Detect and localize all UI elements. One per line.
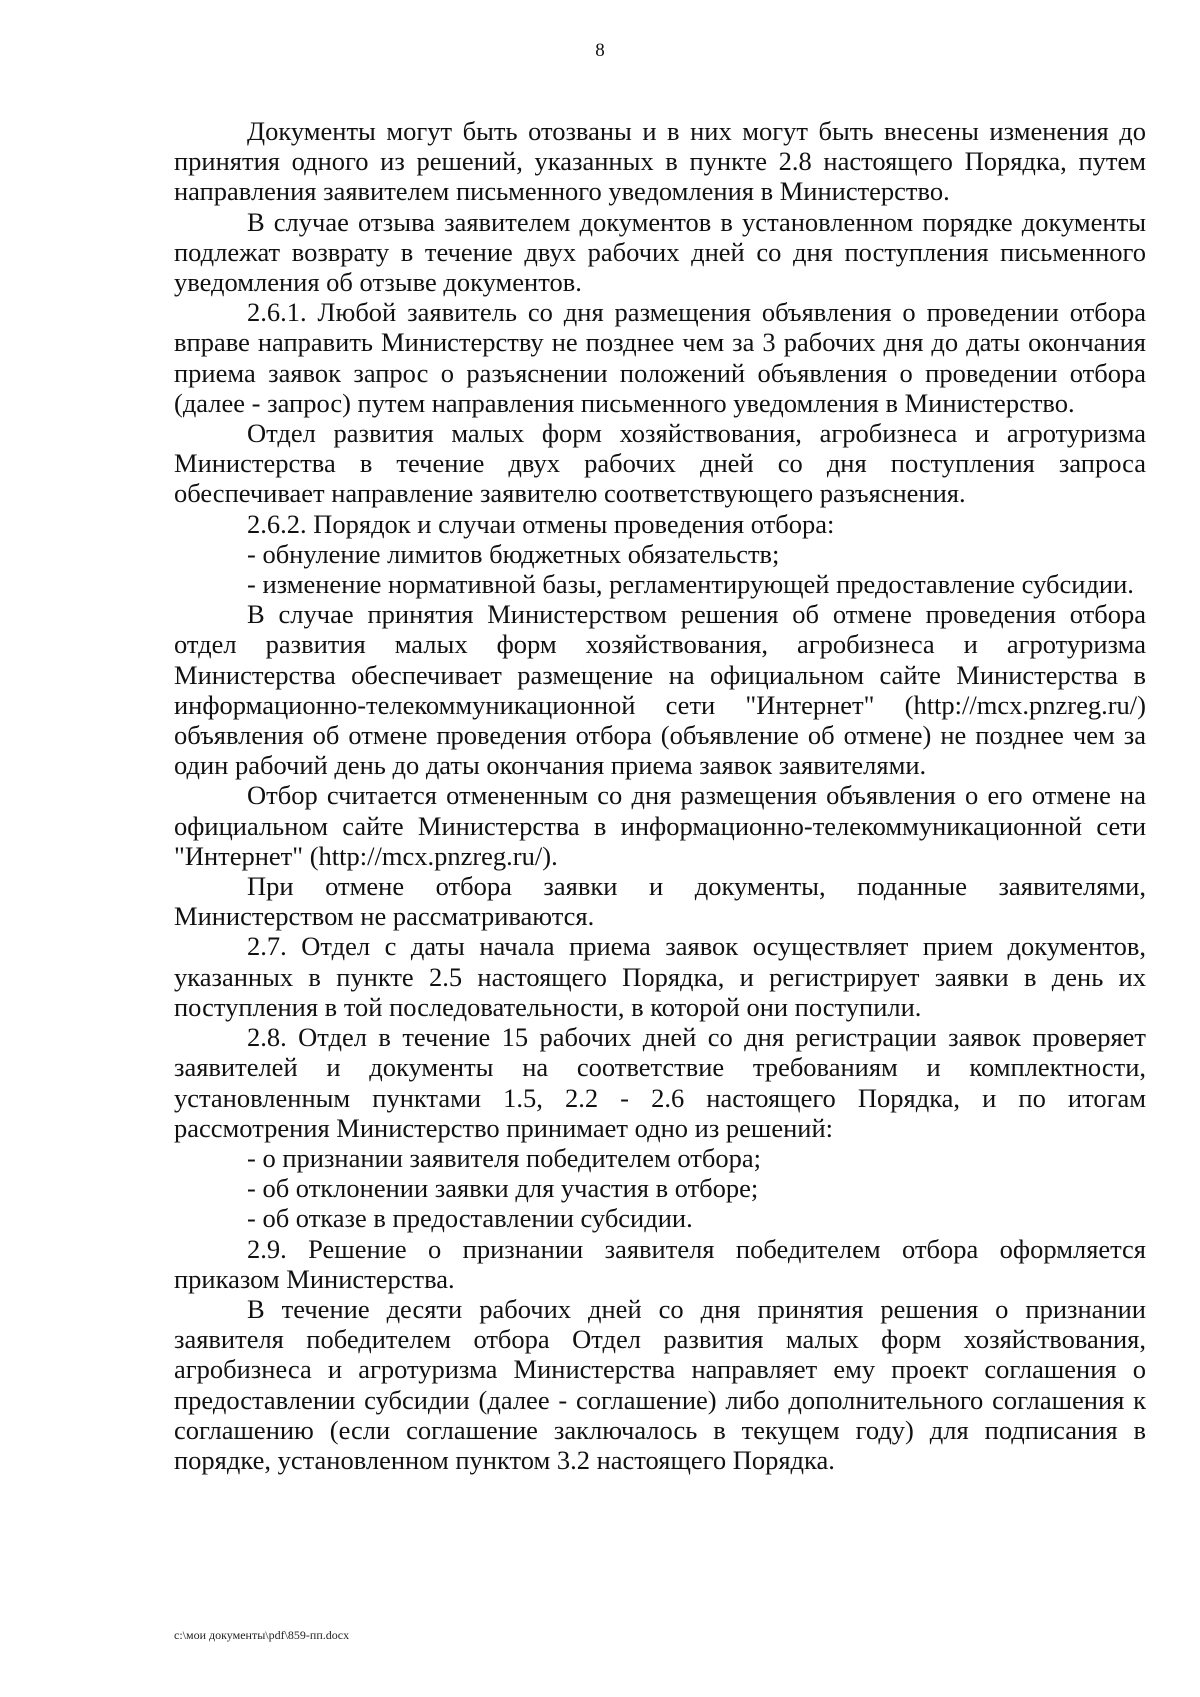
paragraph: 2.8. Отдел в течение 15 рабочих дней со дня регистрации заявок проверяет заявителей и документы на соответствие требованиям и комплектности, установленным пунктами 1.5, 2.2 - 2.6 настоящего Порядка, и по итогам рассмотрения Министерство принимает одно из решений: bbox=[174, 1022, 1146, 1143]
page-number: 8 bbox=[595, 40, 605, 61]
paragraph: В случае принятия Министерством решения об отмене проведения отбора отдел развития малых форм хозяйствования, агробизнеса и агротуризма Министерства обеспечивает размещение на официальном сайте Министерства в информационно-телекоммуникационной сети "Интернет" (http://mcx.pnzreg.ru/) объявления об отмене проведения отбора (объявление об отмене) не позднее чем за один рабочий день до даты окончания приема заявок заявителями. bbox=[174, 599, 1146, 781]
paragraph: Отбор считается отмененным со дня размещения объявления о его отмене на официальном сайте Министерства в информационно-телекоммуникационной сети "Интернет" (http://mcx.pnzreg.ru/). bbox=[174, 780, 1146, 871]
list-item: - об отказе в предоставлении субсидии. bbox=[247, 1203, 693, 1234]
paragraph: В случае отзыва заявителем документов в установленном порядке документы подлежат возврату в течение двух рабочих дней со дня поступления письменного уведомления об отзыве документов. bbox=[174, 206, 1146, 298]
paragraph: 2.9. Решение о признании заявителя победителем отбора оформляется приказом Министерства. bbox=[174, 1233, 1146, 1294]
paragraph: В течение десяти рабочих дней со дня принятия решения о признании заявителя победителем отбора Отдел развития малых форм хозяйствования, агробизнеса и агротуризма Министерства направляет ему проект соглашения о предоставлении субсидии (далее - соглашение) либо дополнительного соглашения к соглашению (если соглашение заключалось в текущем году) для подписания в порядке, установленном пунктом 3.2 настоящего Порядка. bbox=[174, 1293, 1146, 1475]
document-body bbox=[174, 116, 1146, 1475]
list-item: - об отклонении заявки для участия в отборе; bbox=[247, 1173, 759, 1204]
list-item: - изменение нормативной базы, регламентирующей предоставление субсидии. bbox=[247, 569, 1134, 600]
paragraph: 2.6.1. Любой заявитель со дня размещения объявления о проведении отбора вправе направить Министерству не позднее чем за 3 рабочих дня до даты окончания приема заявок запрос о разъяснении положений объявления о проведении отбора (далее - запрос) путем направления письменного уведомления в Министерство. bbox=[174, 297, 1146, 418]
paragraph: Документы могут быть отозваны и в них могут быть внесены изменения до принятия одного из решений, указанных в пункте 2.8 настоящего Порядка, путем направления заявителем письменного уведомления в Министерство. bbox=[174, 116, 1146, 207]
paragraph: При отмене отбора заявки и документы, поданные заявителями, Министерством не рассматриваются. bbox=[174, 871, 1146, 932]
list-item: - обнуление лимитов бюджетных обязательств; bbox=[247, 538, 780, 569]
paragraph: 2.7. Отдел с даты начала приема заявок осуществляет прием документов, указанных в пункте 2.5 настоящего Порядка, и регистрирует заявки в день их поступления в той последовательности, в которой они поступили. bbox=[174, 931, 1146, 1022]
list-item: - о признании заявителя победителем отбора; bbox=[247, 1142, 761, 1173]
paragraph: Отдел развития малых форм хозяйствования, агробизнеса и агротуризма Министерства в течение двух рабочих дней со дня поступления запроса обеспечивает направление заявителю соответствующего разъяснения. bbox=[174, 418, 1146, 509]
footer-file-path: c:\мои документы\pdf\859-пп.docx bbox=[174, 1628, 350, 1642]
paragraph: 2.6.2. Порядок и случаи отмены проведения отбора: bbox=[247, 508, 835, 539]
